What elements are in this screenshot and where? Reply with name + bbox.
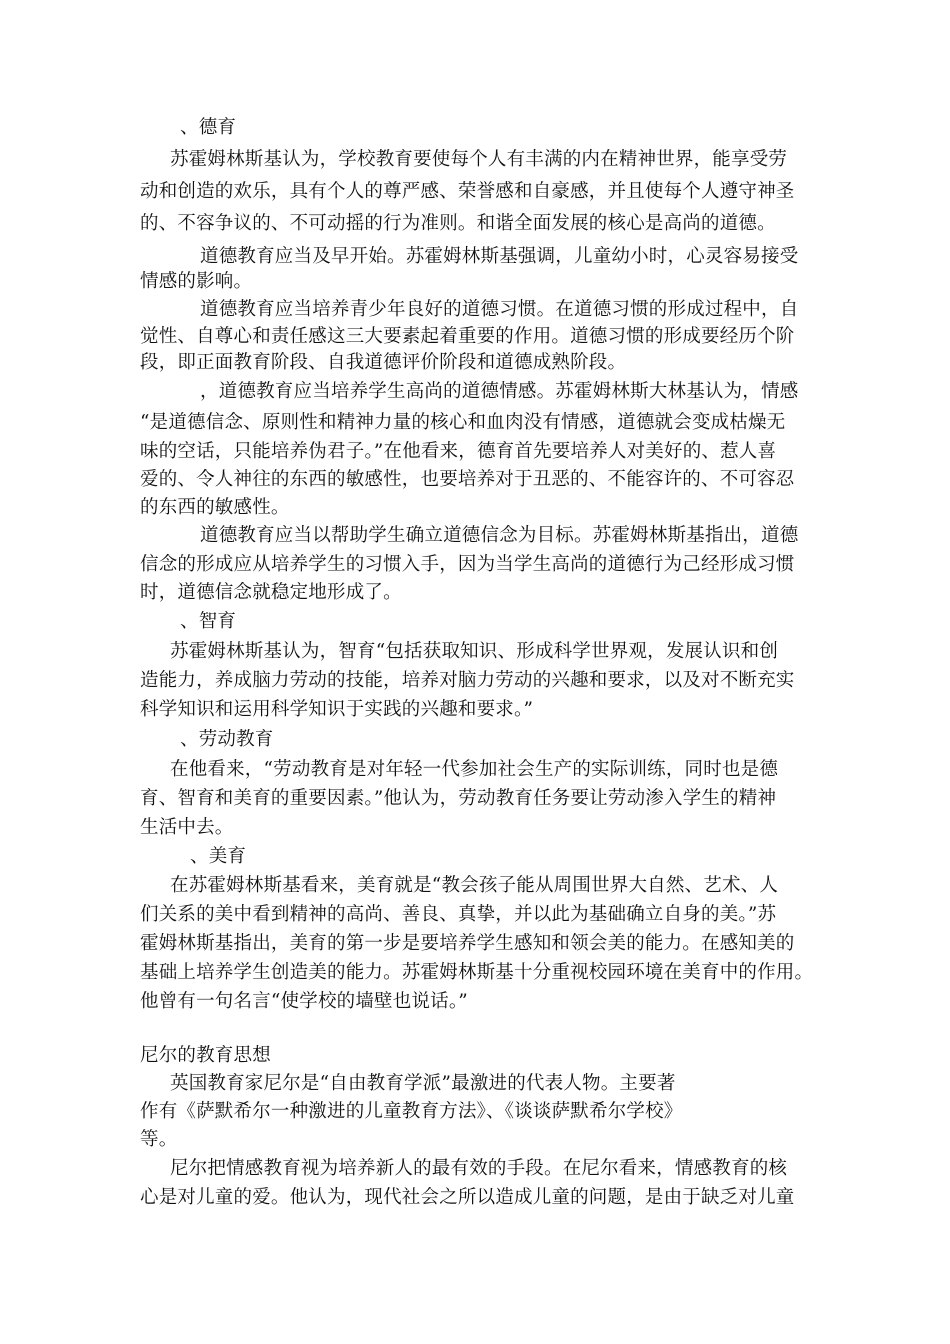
paragraph-line: 等。 bbox=[140, 1129, 178, 1150]
paragraph-line: 情感的影响。 bbox=[140, 271, 253, 292]
paragraph-line: ，道德教育应当培养学生高尚的道德情感。苏霍姆林斯大林基认为，情感 bbox=[200, 381, 799, 402]
paragraph-line: 在苏霍姆林斯基看来，美育就是“教会孩子能从周围世界大自然、艺术、人 bbox=[170, 875, 779, 896]
paragraph-line: 信念的形成应从培养学生的习惯入手，因为当学生高尚的道德行为己经形成习惯 bbox=[140, 554, 795, 575]
heading-aesthetic-education: 、美育 bbox=[190, 846, 247, 867]
heading-labor-education: 、劳动教育 bbox=[180, 729, 274, 750]
paragraph-line: 的东西的敏感性。 bbox=[140, 497, 290, 518]
paragraph-line: 道德教育应当培养青少年良好的道德习惯。在道德习惯的形成过程中，自 bbox=[200, 299, 799, 320]
paragraph-line: 基础上培养学生创造美的能力。苏霍姆林斯基十分重视校园环境在美育中的作用。 bbox=[140, 962, 814, 983]
paragraph-line: 苏霍姆林斯基认为，学校教育要使每个人有丰满的内在精神世界，能享受劳 bbox=[170, 149, 788, 170]
paragraph-line: 育、智育和美育的重要因素。”他认为，劳动教育任务要让劳动渗入学生的精神 bbox=[140, 788, 777, 809]
paragraph-line: 英国教育家尼尔是“自由教育学派”最激进的代表人物。主要著 bbox=[170, 1073, 676, 1094]
paragraph-line: 尼尔把情感教育视为培养新人的最有效的手段。在尼尔看来，情感教育的核 bbox=[170, 1158, 788, 1179]
paragraph-line: 味的空话，只能培养伪君子。”在他看来，德育首先要培养人对美好的、惹人喜 bbox=[140, 441, 777, 462]
paragraph-line: 动和创造的欢乐，具有个人的尊严感、荣誉感和自豪感，并且使每个人遵守神圣 bbox=[140, 181, 795, 202]
paragraph-line: 段，即正面教育阶段、自我道德评价阶段和道德成熟阶段。 bbox=[140, 352, 627, 373]
paragraph-line: 他曾有一句名言“使学校的墙壁也说话。” bbox=[140, 991, 468, 1012]
paragraph-line: 时，道德信念就稳定地形成了。 bbox=[140, 582, 402, 603]
paragraph-line: 科学知识和运用科学知识于实践的兴趣和要求。” bbox=[140, 699, 534, 720]
paragraph-line: 爱的、令人神往的东西的敏感性，也要培养对于丑恶的、不能容许的、不可容忍 bbox=[140, 469, 795, 490]
paragraph-line: 的、不容争议的、不可动摇的行为准则。和谐全面发展的核心是高尚的道德。 bbox=[140, 213, 776, 234]
section-title-neill: 尼尔的教育思想 bbox=[140, 1045, 271, 1066]
paragraph-line: 道德教育应当以帮助学生确立道德信念为目标。苏霍姆林斯基指出，道德 bbox=[200, 525, 799, 546]
paragraph-line: 觉性、自尊心和责任感这三大要素起着重要的作用。道德习惯的形成要经历个阶 bbox=[140, 326, 795, 347]
paragraph-line: 道德教育应当及早开始。苏霍姆林斯基强调，儿童幼小时，心灵容易接受 bbox=[200, 246, 799, 267]
paragraph-line: “是道德信念、原则性和精神力量的核心和血肉没有情感，道德就会变成枯燥无 bbox=[140, 412, 786, 433]
paragraph-line: 心是对儿童的爱。他认为，现代社会之所以造成儿童的问题，是由于缺乏对儿童 bbox=[140, 1187, 795, 1208]
heading-intellectual-education: 、智育 bbox=[180, 611, 237, 632]
paragraph-line: 霍姆林斯基指出，美育的第一步是要培养学生感知和领会美的能力。在感知美的 bbox=[140, 933, 795, 954]
paragraph-line: 作有《萨默希尔一种激进的儿童教育方法》、《谈谈萨默希尔学校》 bbox=[140, 1101, 683, 1122]
paragraph-line: 们关系的美中看到精神的高尚、善良、真挚，并以此为基础确立自身的美。”苏 bbox=[140, 904, 777, 925]
paragraph-line: 生活中去。 bbox=[140, 817, 234, 838]
heading-moral-education: 、德育 bbox=[180, 117, 237, 138]
paragraph-line: 苏霍姆林斯基认为，智育“包括获取知识、形成科学世界观，发展认识和创 bbox=[170, 641, 779, 662]
paragraph-line: 在他看来，“劳动教育是对年轻一代参加社会生产的实际训练，同时也是德 bbox=[170, 759, 779, 780]
paragraph-line: 造能力，养成脑力劳动的技能，培养对脑力劳动的兴趣和要求，以及对不断充实 bbox=[140, 670, 795, 691]
